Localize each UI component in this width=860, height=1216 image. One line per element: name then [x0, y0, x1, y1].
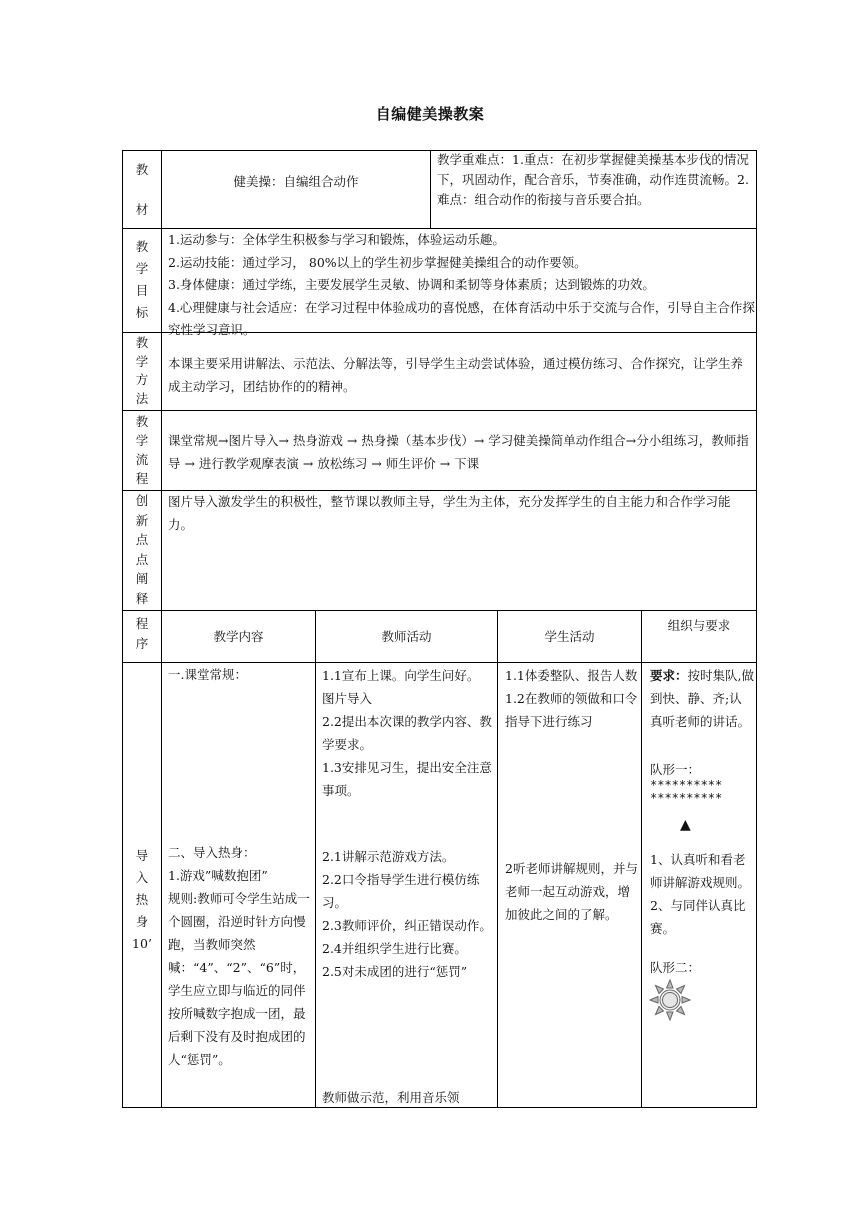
process-content: 课堂常规→图片导入→ 热身游戏 → 热身操（基本步伐）→ 学习健美操简单动作组合→分小组练习，教师指导 → 进行教学观摩表演 → 放松练习 → 师生评价 → 下课: [168, 433, 749, 471]
student-activity-b: 2听老师讲解规则，并与老师一起互动游戏，增加彼此之间的了解。: [505, 861, 638, 922]
goal-item: 3.身体健康：通过学练，主要发展学生灵敏、协调和柔韧等身体素质；达到锻炼的功效。: [168, 277, 655, 292]
stage-program: 导 入 热 身 10’: [132, 848, 152, 951]
col-header-content: 教学内容: [213, 629, 264, 644]
row-divider: [122, 610, 757, 611]
key-points: 教学重难点：1.重点：在初步掌握健美操基本步伐的情况下，巩固动作，配合音乐，节奏准确，动作连贯流畅。2.难点：组合动作的衔接与音乐要合拍。: [437, 152, 749, 207]
formation2-label: 队形二：: [650, 960, 701, 975]
row-divider: [122, 410, 757, 411]
page-title: 自编健美操教案: [375, 105, 485, 123]
col-divider-student: [497, 610, 498, 1108]
table-border-right: [756, 150, 757, 1108]
col-header-organization: 组织与要求: [667, 618, 731, 633]
methods-content: 本课主要采用讲解法、示范法、分解法等，引导学生主动尝试体验，通过模仿练习、合作探究，让学生养成主动学习，团结协作的的精神。: [168, 356, 744, 394]
teacher-activity-b: 2.1讲解示范游戏方法。 2.2口令指导学生进行模仿练习。 2.3教师评价，纠正错误动作。 2.4并组织学生进行比赛。 2.5对未成团的进行“惩罚”: [322, 849, 492, 979]
org-items: 1、认真听和看老师讲解游戏规则。 2、与同伴认真比赛。: [650, 852, 751, 936]
innovation-content: 图片导入激发学生的积极性，整节课以教师主导，学生为主体，充分发挥学生的自主能力和合作学习能力。: [168, 494, 731, 532]
col-header-teacher: 教师活动: [381, 629, 432, 644]
teacher-position-marker: ▲: [680, 817, 691, 833]
goal-item: 4.心理健康与社会适应：在学习过程中体验成功的喜悦感，在体育活动中乐于交流与合作，引导自主合作探究性学习意识。: [168, 299, 755, 337]
material-col-divider: [430, 150, 431, 229]
goal-item: 2.运动技能：通过学习， 80%以上的学生初步掌握健美操组合的动作要领。: [168, 254, 587, 270]
content-routine: 一.课堂常规：: [168, 667, 247, 682]
formation1-label: 队形一：: [650, 762, 701, 777]
process-header: 教 学 流 程: [135, 414, 149, 486]
requirement-label: 要求：: [650, 668, 688, 683]
student-activity-a: 1.1体委整队、报告人数 1.2在教师的领做和口令指导下进行练习: [505, 668, 638, 729]
content-warmup: 二、导入热身： 1.游戏”喊数抱团” 规则:教师可令学生站成一个圆圈，沿逆时针方向慢跑，当教师突然喊：“4”、“2”、“6”时，学生应立即与临近的同伴按所喊数字抱成一团，最后剩下没有及时抱成团的人“惩罚”。: [168, 845, 310, 1067]
teacher-activity-c: 教师做示范，利用音乐领: [322, 1090, 460, 1105]
methods-header: 教 学 方 法: [135, 335, 149, 406]
goal-item: 1.运动参与：全体学生积极参与学习和锻炼，体验运动乐趣。: [168, 232, 505, 247]
material-content: 健美操：自编组合动作: [233, 174, 359, 189]
innovation-header: 创 新 点 点 阐 释: [135, 493, 149, 606]
col-header-program: 程 序: [135, 616, 149, 651]
goals-list: [168, 229, 756, 342]
formation1-stars: ********** **********: [650, 778, 723, 805]
goals-header: 教 学 目 标: [135, 239, 149, 320]
col-divider-teacher: [315, 610, 316, 1108]
col-header-student: 学生活动: [544, 629, 595, 644]
org-requirement: [650, 664, 754, 733]
material-header: 教 材: [135, 162, 149, 217]
teacher-activity-a: 1.1宣布上课。向学生问好。 图片导入 2.2提出本次课的教学内容、教学要求。 1.3安排见习生，提出安全注意事项。: [322, 668, 492, 798]
requirement-text: 按时集队,做到快、静、齐;认真听老师的讲话。: [650, 668, 754, 729]
col-divider-org: [641, 610, 642, 1108]
circle-formation-icon: [649, 979, 691, 1021]
